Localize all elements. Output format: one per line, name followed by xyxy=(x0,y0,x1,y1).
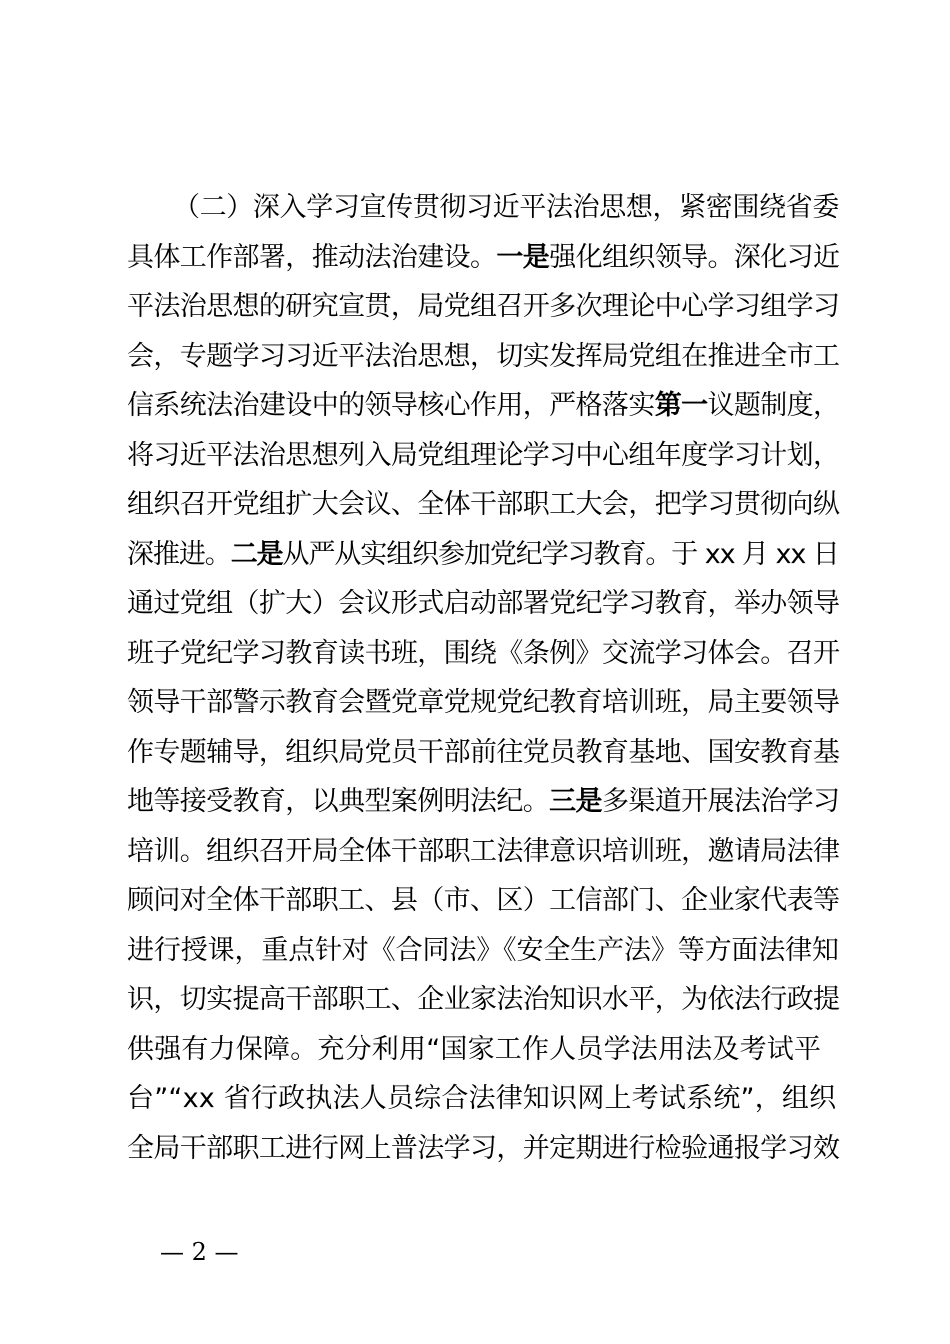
text-line xyxy=(127,530,839,580)
text-line xyxy=(127,777,839,827)
text-line xyxy=(127,975,839,1025)
text-segment: 将习近平法治思想列入局党组理论学习中心组年度学习计划， xyxy=(127,439,840,471)
text-line xyxy=(127,480,839,530)
text-segment: 进行授课，重点针对《合同法》《安全生产法》等方面法律知 xyxy=(127,934,839,966)
text-line xyxy=(127,381,839,431)
text-segment: （二）深入学习宣传贯彻习近平法治思想，紧密围绕省委 xyxy=(173,192,839,223)
text-line xyxy=(127,1074,839,1124)
bold-keyword: 第一 xyxy=(654,390,708,421)
text-line xyxy=(127,678,839,728)
text-segment: 组织召开党组扩大会议、全体干部职工大会，把学习贯彻向纵 xyxy=(127,489,840,520)
text-segment: 地等接受教育，以典型案例明法纪。 xyxy=(127,786,550,817)
text-line xyxy=(127,827,839,877)
text-segment: 全局干部职工进行网上普法学习，并定期进行检验通报学习效 xyxy=(127,1132,840,1164)
bold-keyword: 一是 xyxy=(496,241,550,273)
text-segment: 识，切实提高干部职工、企业家法治知识水平，为依法行政提 xyxy=(127,984,840,1015)
text-segment: 作专题辅导，组织局党员干部前往党员教育基地、国安教育基 xyxy=(127,736,840,768)
text-segment: 具体工作部署，推动法治建设。 xyxy=(127,241,497,273)
bold-keyword: 二是 xyxy=(230,538,283,570)
text-line xyxy=(127,876,839,926)
text-segment: 信系统法治建设中的领导核心作用，严格落实 xyxy=(127,390,655,421)
text-segment: 领导干部警示教育会暨党章党规党纪教育培训班，局主要领导 xyxy=(127,687,840,718)
text-line xyxy=(127,282,839,332)
text-segment: 供强有力保障。充分利用“国家工作人员学法用法及考试平 xyxy=(127,1033,822,1065)
text-line xyxy=(127,728,839,778)
text-segment: 议题制度， xyxy=(707,390,840,421)
text-segment: 通过党组（扩大）会议形式启动部署党纪学习教育，举办领导 xyxy=(127,588,840,619)
text-line xyxy=(127,629,839,679)
text-line xyxy=(127,431,839,481)
bold-keyword: 三是 xyxy=(549,786,602,817)
text-segment: 平法治思想的研究宣贯，局党组召开多次理论中心学习组学习 xyxy=(127,291,840,322)
text-line xyxy=(127,579,839,629)
text-segment: 台”“xx 省行政执法人员综合法律知识网上考试系统”，组织 xyxy=(127,1083,837,1114)
text-segment: 培训。组织召开局全体干部职工法律意识培训班，邀请局法律 xyxy=(127,835,840,867)
text-line xyxy=(127,1025,839,1075)
text-line xyxy=(127,926,839,976)
text-segment: 班子党纪学习教育读书班，围绕《条例》交流学习体会。召开 xyxy=(127,637,840,669)
text-line xyxy=(127,233,839,283)
document-body xyxy=(127,183,839,1173)
text-line xyxy=(127,332,839,382)
text-segment: 会，专题学习习近平法治思想，切实发挥局党组在推进全市工 xyxy=(127,340,840,372)
text-line xyxy=(127,1124,839,1174)
text-line xyxy=(127,183,839,233)
text-segment: 强化组织领导。深化习近 xyxy=(549,241,840,273)
text-segment: 顾问对全体干部职工、县（市、区）工信部门、企业家代表等 xyxy=(127,885,840,916)
text-segment: 深推进。 xyxy=(127,538,231,570)
page-number: — 2 — xyxy=(160,1238,239,1266)
text-segment: 多渠道开展法治学习 xyxy=(601,786,840,817)
text-segment: 从严从实组织参加党纪学习教育。于 xx 月 xx 日 xyxy=(282,538,839,570)
